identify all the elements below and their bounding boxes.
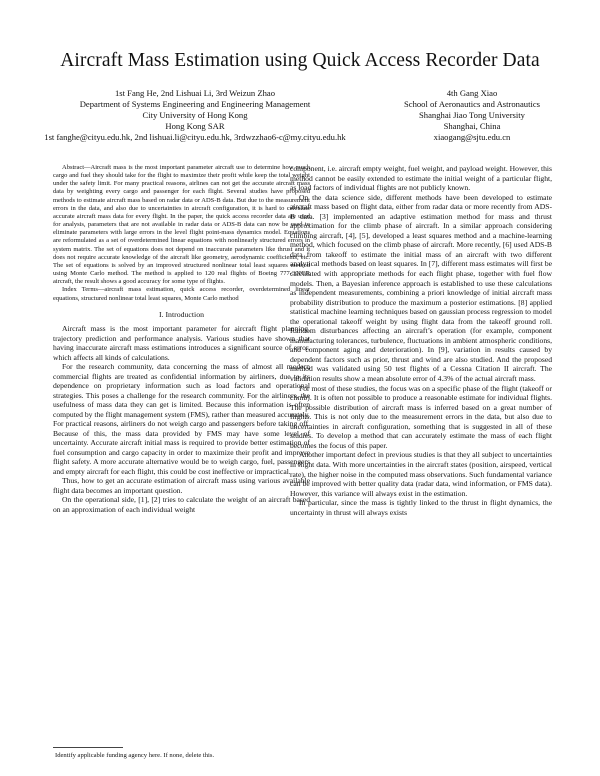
author-department: School of Aeronautics and Astronautics: [403, 99, 541, 109]
paragraph: On the operational side, [1], [2] tries to calculate the weight of an aircraft based on an approximation of each individual weight: [53, 495, 310, 514]
author-city: Shanghai, China: [443, 121, 501, 131]
paragraph: In particular, since the mass is tightly linked to the thrust in flight dynamics, the uncertainty in thrust will always exists: [290, 498, 552, 517]
author-block-right: [372, 88, 572, 143]
author-email: xiaogang@sjtu.edu.cn: [433, 132, 511, 142]
paragraph: Another important defect in previous studies is that they all subject to uncertainties in flight data. With more uncertainties in the aircraft states (position, airspeed, vertical rate), the higher noise in the computed mass observations. Such fundamental variance can be improved with better quality data (radar data, wind information, or FMS data). However, this variance will always exist in the estimation.: [290, 450, 552, 498]
paragraph: For most of these studies, the focus was on a specific phase of the flight (takeoff or climb). It is often not possible to produce a reasonable estimate for individual flights. The possible distribution of aircraft mass is inferred based on a great number of flights. This is not only due to the measurement errors in the data, but also due to uncertainties in aircraft configuration, something that is suggested in all of these studies. To develop a method that can accurately estimate the mass of each flight becomes the focus of this paper.: [290, 383, 552, 450]
right-column: [290, 164, 552, 517]
paragraph: Aircraft mass is the most important parameter for aircraft flight planning, trajectory prediction and performance analysis. Various studies have shown that having inaccurate aircraft mass estimations introduces a significant source of error, which affects all kinds of calculations.: [53, 324, 310, 362]
author-block-left: [40, 88, 350, 143]
abstract-text: Abstract—Aircraft mass is the most important parameter aircraft use to determine how much cargo and fuel they should take for the flight to maximize their profit while keep the total weight under the safety limit. For many practical reasons, airlines can not get the accurate aircraft mass data by weighting every cargo and passenger for each flight. Several studies have proposed methods to estimate aircraft mass based on radar data or ADS-B data. But due to the measurement errors in the data, and also due to uncertainties in aircraft configuration, it is hard to calculate accurate aircraft mass data for every flight. In the paper, the quick access recorder data are used for analysis, parameters that are not available in radar data or ADS-B data can now be used to eliminate parameters with large errors in the level flight point-mass dynamics model. Equations are reformulated as a set of overdetermined linear equations with nonlinearly structured errors in system matrix. The set of equations does not depend on inaccurate parameters like thrust and it does not require accurate knowledge of the aircraft like geometry, aerodynamic coefficients, etc. The set of equations is solved by an improved structured nonlinear total least squares method using Monte Carlo method. The method is applied to 120 real flights of Boeing 777-300ER aircraft, the result shows a good accuracy for some type of flights.: [53, 164, 310, 286]
paragraph: component, i.e. aircraft empty weight, fuel weight, and payload weight. However, this method cannot be easily extended to estimate the initial weight of a particular flight, as load factors of individual flights are not publicly known.: [290, 164, 552, 193]
author-names: 1st Fang He, 2nd Lishuai Li, 3rd Weizun Zhao: [114, 88, 276, 98]
footnote: Identify applicable funding agency here. If none, delete this.: [55, 752, 215, 759]
author-city: Hong Kong SAR: [165, 121, 225, 131]
intro-body: [53, 324, 310, 514]
paper-title: Aircraft Mass Estimation using Quick Access Recorder Data: [60, 50, 540, 71]
paragraph: Thus, how to get an accurate estimation of aircraft mass using various available flight data becomes an important question.: [53, 476, 310, 495]
footnote-rule: [53, 747, 123, 748]
left-column: [53, 164, 310, 514]
author-department: Department of Systems Engineering and Engineering Management: [79, 99, 311, 109]
author-emails: 1st fanghe@cityu.edu.hk, 2nd lishuai.li@cityu.edu.hk, 3rdwzzhao6-c@my.cityu.edu.hk: [44, 132, 346, 142]
author-names: 4th Gang Xiao: [446, 88, 498, 98]
paragraph: On the data science side, different methods have been developed to estimate aircraft mass based on flight data, either from radar data or more recently from ADS-B data. [3] implemented an adaptive estimation method for mass and thrust approximation for the climb phase of aircraft. In a similar approach considering climbing aircraft, [4], [5], developed a least squares method and a machine-learning method, which focused on the climb phase of aircraft. More recently, [6] used ADS-B data from takeoff to estimate the initial mass of an aircraft with two different analytical methods based on least squares. In [7], different mass estimates will first be calculated with appropriate methods for each flight phase, together with fuel flow models. Then, a Bayesian inference approach is established to use these calculations as independent measurements, combining a priori knowledge of initial aircraft mass probability distribution to produce the maximum a posterior estimations. [8] applied statistical machine learning techniques based on gaussian process regression to model the operational takeoff weight by using flight data from the takeoff ground roll. Random disturbances affecting an aircraft’s operation (for example, component manufacturing tolerances, turbulence, fluctuations in ambient atmospheric conditions, and component aging and deterioration). In [9], variation in results caused by dependent factors such as prior, thrust and wind are also studied. And the proposed method was validated using 50 test flights of a Cessna Citation II aircraft. The validation results show a mean absolute error of 4.3% of the actual aircraft mass.: [290, 192, 552, 384]
abstract-block: [53, 164, 310, 303]
author-university: City University of Hong Kong: [142, 110, 248, 120]
section-heading: I. Introduction: [158, 309, 205, 319]
paragraph: For the research community, data concerning the mass of almost all modern commercial flights are treated as confidential information by airliners, due to its dependence on proprietary information such as load factors and operational strategies. This poses a challenge for the research community. For the airliners, the usefulness of mass data they can get is limited. Because this information is often computed by the flight management system (FMS), rather than measured accurately. For practical reasons, airliners do not weigh cargo and passengers before taking off. Because of this, the mass data provided by FMS may have some level of uncertainty. Accurate aircraft initial mass is required to provide better estimation of fuel consumption and cargo capacity in order to maximize their profit and improve flight safety. A more accurate alternative would be to weigh cargo, fuel, passengers and empty aircraft for each flight, this could be cost ineffective or impractical.: [53, 362, 310, 476]
index-terms: Index Terms—aircraft mass estimation, quick access recorder, overdetermined linear equations, structured nonlinear total least squares, Monte Carlo method: [53, 286, 310, 302]
author-university: Shanghai Jiao Tong University: [419, 110, 525, 120]
